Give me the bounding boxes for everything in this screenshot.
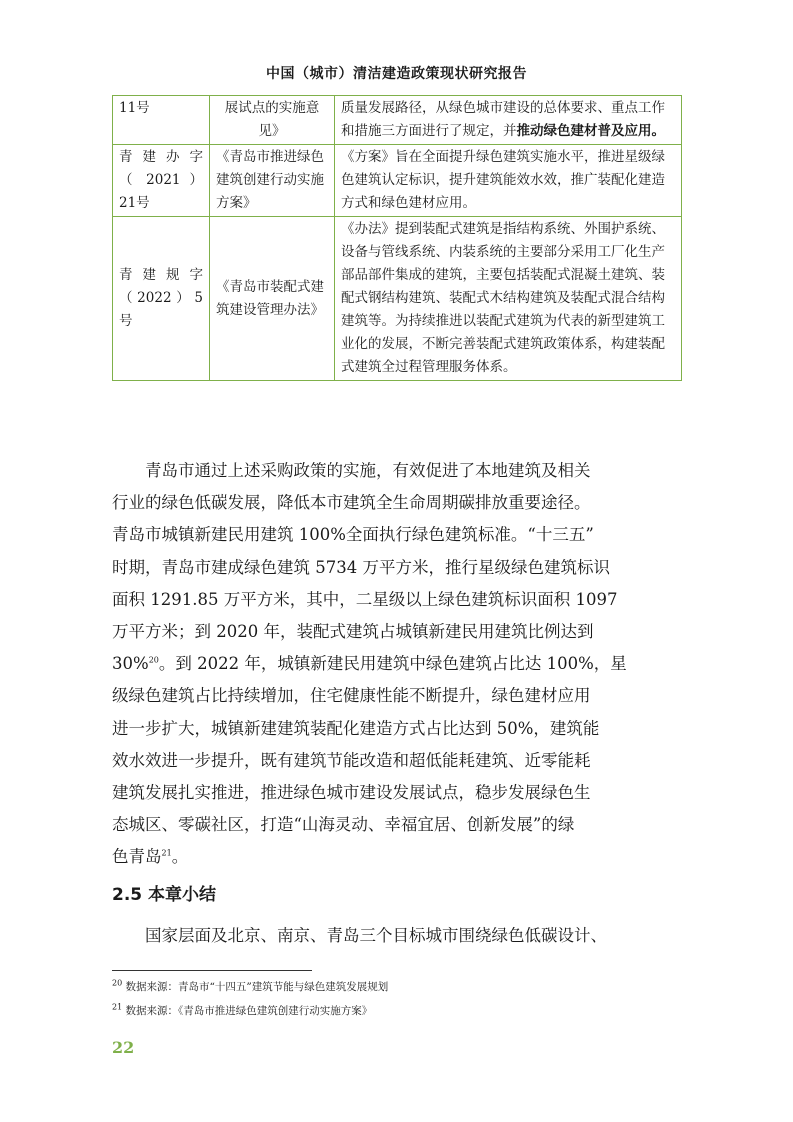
summary-text: 质量发展路径，从绿色城市建设的总体要求、重点工作和措施三方面进行了规定，并 — [341, 100, 665, 139]
summary-bold-text: 推动绿色建材普及应用。 — [516, 123, 665, 139]
body-line: 青岛市城镇新建民用建筑 100%全面执行绿色建筑标准。“十三五” — [112, 525, 594, 545]
doc-number-line: 号 — [119, 313, 133, 329]
report-header-title: 中国（城市）清洁建造政策现状研究报告 — [266, 66, 527, 82]
doc-number-line: （ 2021 ） — [119, 172, 203, 188]
footnote — [112, 1004, 372, 1018]
footnote-ref[interactable]: 20 — [148, 655, 159, 665]
body-line: 级绿色建筑占比持续增加，住宅健康性能不断提升，绿色建材应用 — [112, 686, 591, 706]
summary-cell — [335, 96, 682, 145]
body-text: 。到 2022 年，城镇新建民用建筑中绿色建筑占比达 100%，星 — [158, 654, 627, 674]
body-line — [112, 841, 684, 873]
body-line: 青岛市通过上述采购政策的实施，有效促进了本地建筑及相关 — [145, 461, 591, 480]
footnote-text: 数据来源：青岛市“十四五”建筑节能与绿色建筑发展规划 — [122, 981, 389, 993]
body-line: 面积 1291.85 万平方米，其中，二星级以上绿色建筑标识面积 1097 — [112, 589, 618, 609]
body-text: 色青岛 — [112, 847, 162, 867]
section-heading: 2.5 本章小结 — [112, 885, 217, 905]
body-line: 进一步扩大，城镇新建建筑装配化建造方式占比达到 50%，建筑能 — [112, 718, 600, 738]
policy-name-cell: 《青岛市装配式建筑建设管理办法》 — [210, 217, 335, 381]
doc-number-cell: 11号 — [113, 96, 210, 145]
body-text: 。 — [171, 847, 189, 867]
body-line: 时期，青岛市建成绿色建筑 5734 万平方米，推行星级绿色建筑标识 — [112, 557, 610, 577]
body-line: 效水效进一步提升，既有建筑节能改造和超低能耗建筑、近零能耗 — [112, 750, 591, 770]
footnote-ref[interactable]: 21 — [161, 848, 172, 858]
body-line: 行业的绿色低碳发展，降低本市建筑全生命周期碳排放重要途径。 — [112, 493, 591, 513]
doc-number-line: 青 建 规 字 — [119, 267, 203, 283]
body-text: 30% — [112, 654, 149, 674]
table-row — [113, 217, 682, 381]
table-row — [113, 145, 682, 217]
body-paragraph — [112, 455, 684, 874]
policy-name-cell: 展试点的实施意见》 — [210, 96, 335, 145]
section-intro-paragraph: 国家层面及北京、南京、青岛三个目标城市围绕绿色低碳设计、 — [145, 926, 607, 945]
doc-number-line: 青 建 办 字 — [119, 149, 203, 165]
summary-cell: 《方案》旨在全面提升绿色建筑实施水平，推进星级绿色建筑认定标识，提升建筑能效水效，推广装配化建造方式和绿色建材应用。 — [335, 145, 682, 217]
footnote-divider — [112, 970, 312, 971]
doc-number-line: 21号 — [119, 195, 150, 211]
summary-cell: 《办法》提到装配式建筑是指结构系统、外围护系统、设备与管线系统、内装系统的主要部分采用工厂化生产部品部件集成的建筑，主要包括装配式混凝土建筑、装配式钢结构建筑、装配式木结构建筑及装配式混合结构建筑等。为持续推进以装配式建筑为代表的新型建筑工业化的发展，不断完善装配式建筑政策体系，构建装配式建筑全过程管理服务体系。 — [335, 217, 682, 381]
policy-name-cell: 《青岛市推进绿色建筑创建行动实施方案》 — [210, 145, 335, 217]
doc-number-line: （2022）5 — [119, 290, 203, 306]
body-line — [112, 648, 684, 680]
footnote-text: 数据来源：《青岛市推进绿色建筑创建行动实施方案》 — [122, 1005, 373, 1017]
doc-number-cell — [113, 217, 210, 381]
table-row — [113, 96, 682, 145]
doc-number-cell — [113, 145, 210, 217]
body-line: 建筑发展扎实推进，推进绿色城市建设发展试点，稳步发展绿色生 — [112, 783, 591, 803]
policy-table — [112, 95, 682, 381]
footnote-number: 20 — [112, 978, 123, 988]
footnote — [112, 980, 388, 994]
body-line: 态城区、零碳社区，打造“山海灵动、幸福宜居、创新发展”的绿 — [112, 815, 575, 835]
page-number: 22 — [112, 1038, 135, 1057]
body-line: 万平方米；到 2020 年，装配式建筑占城镇新建民用建筑比例达到 — [112, 622, 594, 642]
footnote-number: 21 — [112, 1002, 123, 1012]
